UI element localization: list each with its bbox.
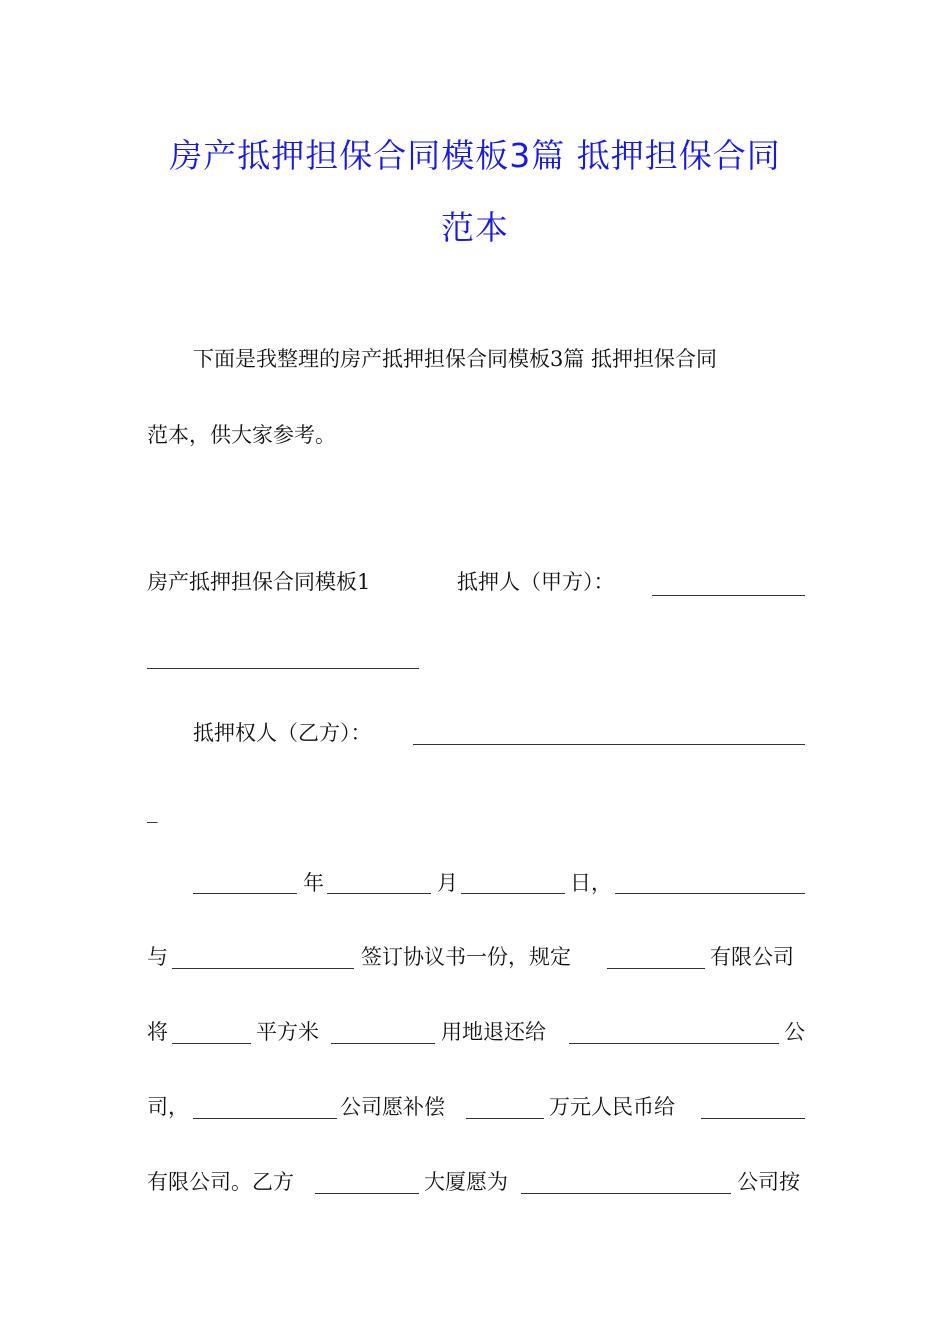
row2-text-b: 签订协议书一份，规定: [361, 945, 571, 969]
row2-blank-1: [172, 968, 354, 969]
mortgagee-trailing-mark: _: [147, 799, 158, 823]
row5-blank-1: [315, 1193, 419, 1194]
row4-blank-1: [193, 1118, 337, 1119]
row3-text-a: 将: [147, 1020, 168, 1044]
row4-blank-2: [466, 1118, 544, 1119]
row4-text-b: 公司愿补偿: [340, 1095, 445, 1119]
row3-blank-2: [331, 1043, 435, 1044]
year-label: 年: [303, 871, 324, 895]
contract-heading: 房产抵押担保合同模板1: [147, 570, 371, 594]
day-blank: [461, 893, 565, 894]
day-label: 日，: [570, 871, 612, 895]
row5-blank-2: [521, 1193, 731, 1194]
mortgagor-blank: [652, 595, 805, 596]
row3-blank-1: [172, 1043, 251, 1044]
date-row-trailing-blank: [615, 893, 805, 894]
intro-line-2: 范本，供大家参考。: [147, 423, 336, 447]
row3-text-b: 平方米: [256, 1020, 319, 1044]
row3-text-c: 用地退还给: [441, 1020, 546, 1044]
intro-line-1: 下面是我整理的房产抵押担保合同模板3篇 抵押担保合同: [193, 347, 718, 371]
row3-text-d: 公: [784, 1020, 805, 1044]
mortgagee-label: 抵押权人（乙方）：: [193, 721, 372, 745]
document-title-line-1: 房产抵押担保合同模板3篇 抵押担保合同: [169, 136, 781, 175]
row2-text-c: 有限公司: [710, 945, 794, 969]
month-label: 月: [437, 871, 458, 895]
row4-text-a: 司，: [147, 1095, 189, 1119]
row5-text-c: 公司按: [737, 1170, 800, 1194]
mortgagee-blank: [413, 744, 805, 745]
year-blank: [193, 893, 297, 894]
row4-text-c: 万元人民币给: [549, 1095, 675, 1119]
row4-blank-3: [701, 1118, 805, 1119]
month-blank: [327, 893, 431, 894]
row5-text-a: 有限公司。乙方: [147, 1170, 294, 1194]
document-title-line-2: 范本: [441, 208, 509, 247]
row2-text-a: 与: [147, 945, 168, 969]
row3-blank-3: [569, 1043, 779, 1044]
mortgagor-blank-continued: [147, 668, 419, 669]
mortgagor-label: 抵押人（甲方）：: [457, 570, 615, 594]
row2-blank-2: [607, 968, 705, 969]
row5-text-b: 大厦愿为: [424, 1170, 508, 1194]
